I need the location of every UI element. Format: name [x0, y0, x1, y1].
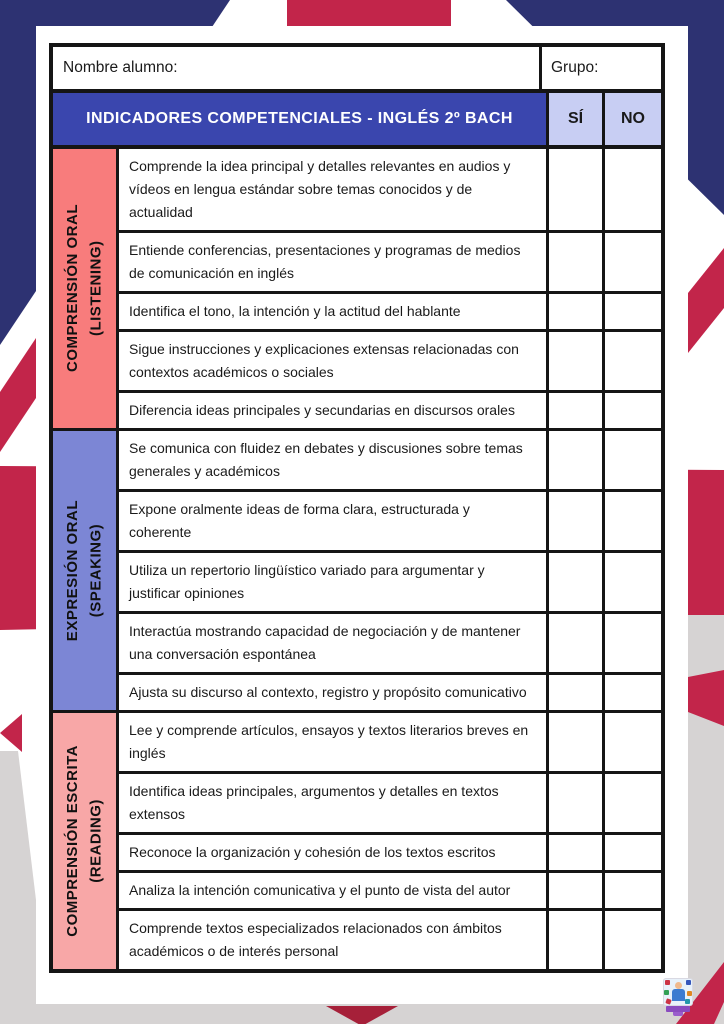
section-title: COMPRENSIÓN ESCRITA	[64, 745, 82, 937]
confetti-dot	[665, 998, 671, 1004]
no-checkbox[interactable]	[605, 492, 661, 550]
yes-checkbox[interactable]	[549, 233, 605, 291]
student-name-label: Nombre alumno:	[63, 59, 178, 76]
student-name-field[interactable]	[53, 47, 542, 89]
name-group-row	[53, 47, 661, 93]
no-checkbox[interactable]	[605, 233, 661, 291]
section-listening	[53, 149, 661, 431]
yes-checkbox[interactable]	[549, 713, 605, 771]
indicator-row	[119, 553, 661, 614]
indicator-text: Expone oralmente ideas de forma clara, estructurada y coherente	[119, 492, 549, 550]
no-checkbox[interactable]	[605, 713, 661, 771]
no-checkbox[interactable]	[605, 835, 661, 870]
section-label-reading	[53, 713, 119, 969]
no-checkbox[interactable]	[605, 332, 661, 390]
yes-checkbox[interactable]	[549, 294, 605, 329]
title-row	[53, 93, 661, 149]
section-label-speaking	[53, 431, 119, 710]
no-checkbox[interactable]	[605, 911, 661, 969]
yes-checkbox[interactable]	[549, 835, 605, 870]
group-field[interactable]	[542, 47, 661, 89]
indicator-row	[119, 614, 661, 675]
section-speaking	[53, 431, 661, 713]
mascot-image	[664, 979, 692, 1005]
indicator-row	[119, 911, 661, 969]
no-column-header: NO	[605, 93, 661, 145]
section-subtitle: (READING)	[87, 799, 105, 883]
indicator-text: Identifica el tono, la intención y la actitud del hablante	[119, 294, 549, 329]
yes-checkbox[interactable]	[549, 492, 605, 550]
yes-checkbox[interactable]	[549, 393, 605, 428]
no-checkbox[interactable]	[605, 393, 661, 428]
indicator-row	[119, 332, 661, 393]
section-reading	[53, 713, 661, 969]
no-checkbox[interactable]	[605, 614, 661, 672]
indicator-row	[119, 149, 661, 233]
yes-checkbox[interactable]	[549, 431, 605, 489]
indicator-row	[119, 233, 661, 294]
checklist-table	[49, 43, 665, 973]
indicator-row	[119, 873, 661, 911]
indicator-row	[119, 675, 661, 710]
section-subtitle: (LISTENING)	[87, 240, 105, 337]
no-checkbox[interactable]	[605, 294, 661, 329]
indicator-text: Se comunica con fluidez en debates y discusiones sobre temas generales y académicos	[119, 431, 549, 489]
mascot-torso	[672, 989, 685, 1001]
yes-checkbox[interactable]	[549, 553, 605, 611]
no-checkbox[interactable]	[605, 774, 661, 832]
indicator-text: Utiliza un repertorio lingüístico variado para argumentar y justificar opiniones	[119, 553, 549, 611]
indicator-text: Reconoce la organización y cohesión de los textos escritos	[119, 835, 549, 870]
indicator-text: Sigue instrucciones y explicaciones extensas relacionadas con contextos académicos o sociales	[119, 332, 549, 390]
yes-checkbox[interactable]	[549, 614, 605, 672]
confetti-dot	[665, 980, 670, 985]
no-checkbox[interactable]	[605, 873, 661, 908]
yes-checkbox[interactable]	[549, 149, 605, 230]
no-checkbox[interactable]	[605, 431, 661, 489]
indicator-row	[119, 393, 661, 428]
indicator-row	[119, 713, 661, 774]
worksheet	[36, 26, 688, 1002]
yes-checkbox[interactable]	[549, 774, 605, 832]
no-checkbox[interactable]	[605, 149, 661, 230]
yes-column-header: SÍ	[549, 93, 605, 145]
indicator-row	[119, 835, 661, 873]
indicator-text: Lee y comprende artículos, ensayos y textos literarios breves en inglés	[119, 713, 549, 771]
yes-checkbox[interactable]	[549, 873, 605, 908]
indicator-text: Entiende conferencias, presentaciones y programas de medios de comunicación en inglés	[119, 233, 549, 291]
indicator-text: Interactúa mostrando capacidad de negociación y de mantener una conversación espontánea	[119, 614, 549, 672]
indicator-row	[119, 492, 661, 553]
indicator-text: Ajusta su discurso al contexto, registro y propósito comunicativo	[119, 675, 549, 710]
no-checkbox[interactable]	[605, 553, 661, 611]
indicator-row	[119, 431, 661, 492]
logo-tag	[673, 1012, 683, 1016]
indicator-text: Analiza la intención comunicativa y el punto de vista del autor	[119, 873, 549, 908]
indicator-text: Diferencia ideas principales y secundarias en discursos orales	[119, 393, 549, 428]
indicator-text: Identifica ideas principales, argumentos y detalles en textos extensos	[119, 774, 549, 832]
yes-checkbox[interactable]	[549, 675, 605, 710]
section-label-listening	[53, 149, 119, 428]
confetti-dot	[664, 990, 669, 995]
confetti-dot	[686, 980, 691, 985]
table-title: INDICADORES COMPETENCIALES - INGLÉS 2º BACH	[53, 93, 549, 145]
section-subtitle: (SPEAKING)	[87, 523, 105, 618]
indicator-text: Comprende textos especializados relacionados con ámbitos académicos o de interés personal	[119, 911, 549, 969]
yes-checkbox[interactable]	[549, 332, 605, 390]
group-label: Grupo:	[551, 59, 599, 76]
confetti-dot	[685, 999, 690, 1004]
indicator-row	[119, 774, 661, 835]
yes-checkbox[interactable]	[549, 911, 605, 969]
mascot-head	[675, 982, 682, 989]
section-title: COMPRENSIÓN ORAL	[64, 204, 82, 373]
indicator-row	[119, 294, 661, 332]
section-title: EXPRESIÓN ORAL	[64, 499, 82, 642]
publisher-logo	[663, 979, 693, 1016]
indicator-text: Comprende la idea principal y detalles relevantes en audios y vídeos en lengua estándar sobre temas conocidos y de actualidad	[119, 149, 549, 230]
no-checkbox[interactable]	[605, 675, 661, 710]
confetti-dot	[687, 991, 692, 996]
